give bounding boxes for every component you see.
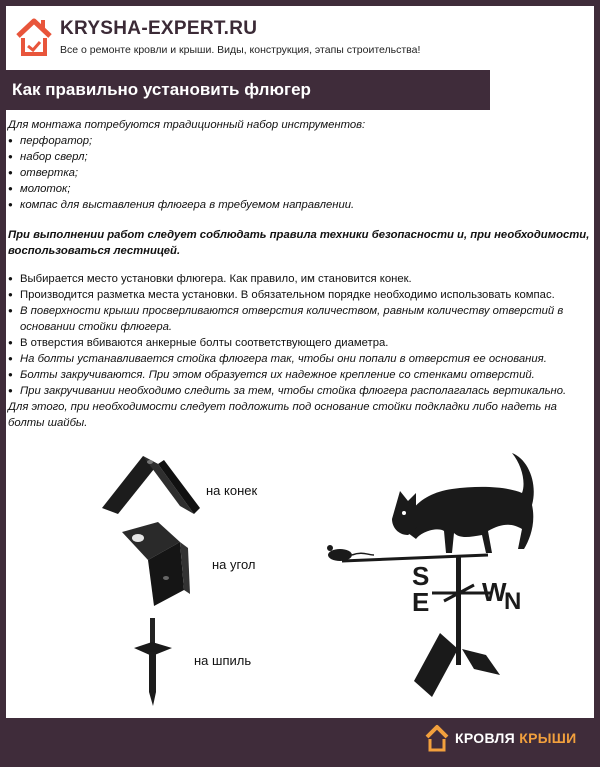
title-bar	[0, 70, 490, 110]
list-item: ● молоток;	[8, 181, 592, 197]
list-item: ● В отверстия вбиваются анкерные болты соответствующего диаметра.	[8, 335, 592, 351]
vane-letter-n: N	[504, 588, 522, 615]
list-item: ● набор сверл;	[8, 149, 592, 165]
site-tagline: Все о ремонте кровли и крыши. Виды, конструкция, этапы строительства!	[60, 44, 421, 56]
list-item: ● При закручивании необходимо следить за тем, чтобы стойка флюгера располагалась вертикально.	[8, 383, 592, 399]
list-item: ● В поверхности крыши просверливаются отверстия количеством, равным количеству отверстий в основании стойки флюгера.	[8, 303, 592, 335]
tools-list	[8, 133, 592, 213]
safety-warning: При выполнении работ следует соблюдать правила техники безопасности и, при необходимости, воспользоваться лестницей.	[8, 229, 590, 257]
list-item: ● отвертка;	[8, 165, 592, 181]
vane-letter-w: W	[482, 577, 507, 607]
page-title: Как правильно установить флюгер	[12, 80, 311, 99]
site-header	[6, 6, 594, 64]
house-logo-icon	[16, 16, 52, 58]
list-item: ● Производится разметка места установки. В обязательном порядке необходимо использовать компас.	[8, 287, 592, 303]
footer-word-1: КРОВЛЯ	[455, 730, 516, 746]
corner-mount-label: на угол	[212, 557, 256, 572]
list-item: ● Болты закручиваются. При этом образуется их надежное крепление со стенками отверстий.	[8, 367, 592, 383]
corner-mount-image	[118, 520, 198, 610]
vane-letter-s: S	[412, 561, 430, 591]
list-item: ● На болты устанавливается стойка флюгера так, чтобы они попали в отверстия ее основания.	[8, 351, 592, 367]
footer-word-2: КРЫШИ	[519, 730, 577, 746]
list-item: ● компас для выставления флюгера в требуемом направлении.	[8, 197, 592, 213]
footer-brand	[455, 730, 576, 746]
steps-list	[8, 271, 592, 399]
footer-house-icon	[425, 724, 449, 752]
ridge-mount-label: на конек	[206, 483, 258, 498]
list-item: ● Выбирается место установки флюгера. Как правило, им становится конек.	[8, 271, 592, 287]
spire-mount-image	[128, 618, 178, 708]
site-name[interactable]: KRYSHA-EXPERT.RU	[60, 18, 258, 39]
article-body	[8, 117, 592, 431]
vane-letter-e: E	[412, 587, 430, 617]
cat-weathervane-image	[312, 443, 562, 713]
closing-note: Для этого, при необходимости следует подложить под основание стойки подкладки либо надеть на болты шайбы.	[8, 401, 557, 429]
list-item: ● перфоратор;	[8, 133, 592, 149]
tools-intro: Для монтажа потребуются традиционный набор инструментов:	[8, 119, 366, 131]
ridge-mount-image	[98, 448, 208, 518]
spire-mount-label: на шпиль	[194, 653, 252, 668]
